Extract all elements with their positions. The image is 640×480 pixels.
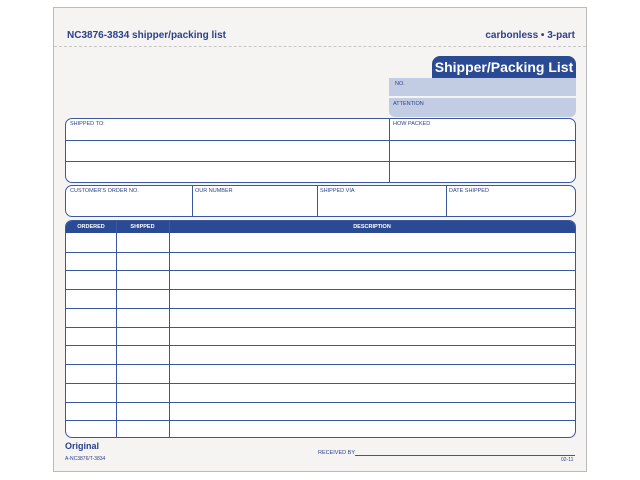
how-packed-label: HOW PACKED — [393, 121, 431, 127]
perforation-line — [54, 46, 586, 47]
table-row-line — [66, 364, 575, 365]
copy-label: Original — [65, 441, 100, 451]
attention-label: ATTENTION — [393, 101, 424, 107]
shipped-header: SHIPPED — [130, 224, 155, 230]
product-code: NC3876-3834 shipper/packing list — [67, 30, 226, 41]
no-attention-block — [389, 78, 576, 117]
tagline: carbonless • 3-part — [485, 30, 575, 41]
table-row-line — [66, 289, 575, 290]
date-shipped-label: DATE SHIPPED — [449, 188, 489, 194]
table-row-line — [66, 402, 575, 403]
table-row-line — [66, 345, 575, 346]
our-number-label: OUR NUMBER — [195, 188, 233, 194]
customers-order-label: CUSTOMER'S ORDER NO. — [70, 188, 139, 194]
description-header: DESCRIPTION — [353, 224, 391, 230]
table-row-line — [66, 308, 575, 309]
table-row-line — [66, 270, 575, 271]
ordered-header: ORDERED — [77, 224, 105, 230]
shipped-via-label: SHIPPED VIA — [320, 188, 355, 194]
shipped-to-label: SHIPPED TO: — [70, 121, 105, 127]
revision: 02-11 — [561, 457, 574, 463]
table-row-line — [66, 252, 575, 253]
table-row-line — [66, 327, 575, 328]
received-by-label: RECEIVED BY — [318, 450, 355, 456]
items-table — [65, 220, 576, 438]
table-row-line — [66, 420, 575, 421]
table-row-line — [66, 383, 575, 384]
order-info-box — [65, 185, 576, 217]
form-title: Shipper/Packing List — [432, 56, 576, 78]
form-number: A-NC3876/T-3834 — [65, 456, 106, 462]
received-by-line[interactable] — [355, 455, 575, 456]
no-label: NO. — [395, 81, 405, 87]
shipping-box — [65, 118, 576, 183]
